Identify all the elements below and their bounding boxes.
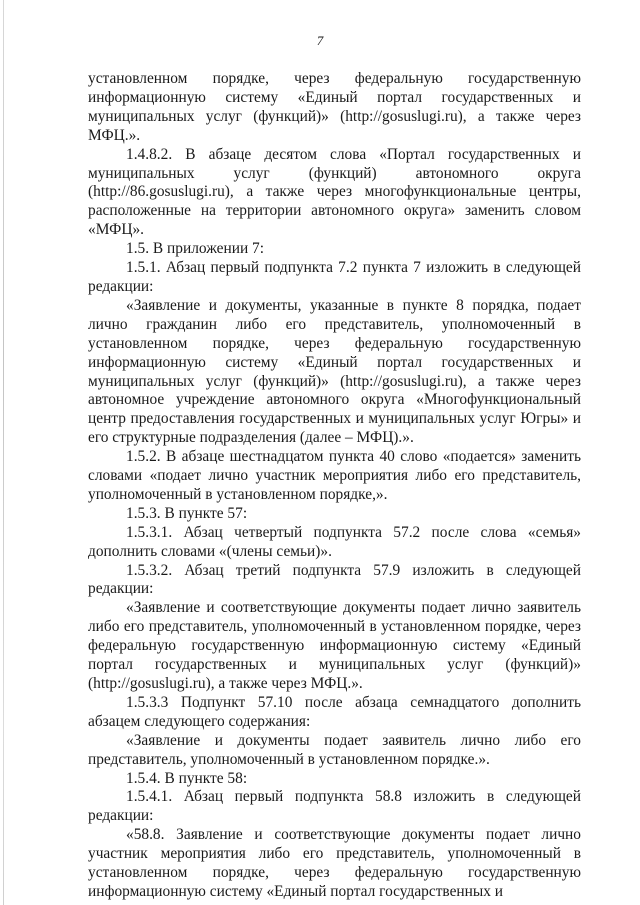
paragraph: 1.5.2. В абзаце шестнадцатом пункта 40 слово «подается» заменить словами «подает лично участник мероприятия либо его представитель, уполномоченный в установленном порядке,». [88, 448, 581, 503]
paragraph: 1.5.3.2. Абзац третий подпункта 57.9 изложить в следующей редакции: [88, 561, 581, 598]
paragraph: 1.5.3.1. Абзац четвертый подпункта 57.2 после слова «семья» дополнить словами «(члены семьи)». [88, 523, 581, 560]
paragraph: 1.4.8.2. В абзаце десятом слова «Портал государственных и муниципальных услуг (функций) автономного округа (http://86.gosuslugi.ru), а также через многофункциональные центры, расположенные на территории автономного округа» заменить словом «МФЦ». [88, 145, 581, 239]
paragraph: «58.8. Заявление и соответствующие документы подает лично участник мероприятия либо его представитель, уполномоченный в установленном порядке, через федеральную государственную информационную систему «Единый портал государственных и [88, 826, 581, 900]
paragraph: 1.5.3.3 Подпункт 57.10 после абзаца семнадцатого дополнить абзацем следующего содержания: [88, 693, 581, 730]
paragraph: 1.5.1. Абзац первый подпункта 7.2 пункта 7 изложить в следующей редакции: [88, 259, 581, 295]
paragraph: «Заявление и документы подает заявитель лично либо его представитель, уполномоченный в установленном порядке.». [88, 731, 581, 768]
page-number: 7 [316, 33, 324, 48]
paragraph: 1.5.4.1. Абзац первый подпункта 58.8 изложить в следующей редакции: [88, 788, 581, 825]
paragraph: «Заявление и соответствующие документы подает лично заявитель либо его представитель, уполномоченный в установленном порядке, через федеральную государственную информационную систему «Единый портал государственных и муниципальных услуг (функций)» (http://gosuslugi.ru), а также через МФЦ.». [88, 599, 581, 692]
paragraph: 1.5. В приложении 7: [126, 240, 264, 258]
paragraph: «Заявление и документы, указанные в пункте 8 порядка, подает лично гражданин либо его представитель, уполномоченный в установленном порядке, через федеральную государственную информационную систему «Единый портал государственных и муниципальных услуг (функций)» (http://gosuslugi.ru), а также через автономное учреждение автономного округа «Многофункциональный центр предоставления государственных и муниципальных услуг Югры» и его структурные подразделения (далее – МФЦ).». [88, 296, 581, 447]
paragraph: установленном порядке, через федеральную государственную информационную систему «Единый портал государственных и муниципальных услуг (функций)» (http://gosuslugi.ru), а также через МФЦ.». [88, 70, 581, 144]
document-body [88, 70, 581, 902]
scan-edge-line [3, 0, 4, 905]
paragraph: 1.5.4. В пункте 58: [126, 769, 248, 787]
paragraph: 1.5.3. В пункте 57: [126, 504, 248, 522]
